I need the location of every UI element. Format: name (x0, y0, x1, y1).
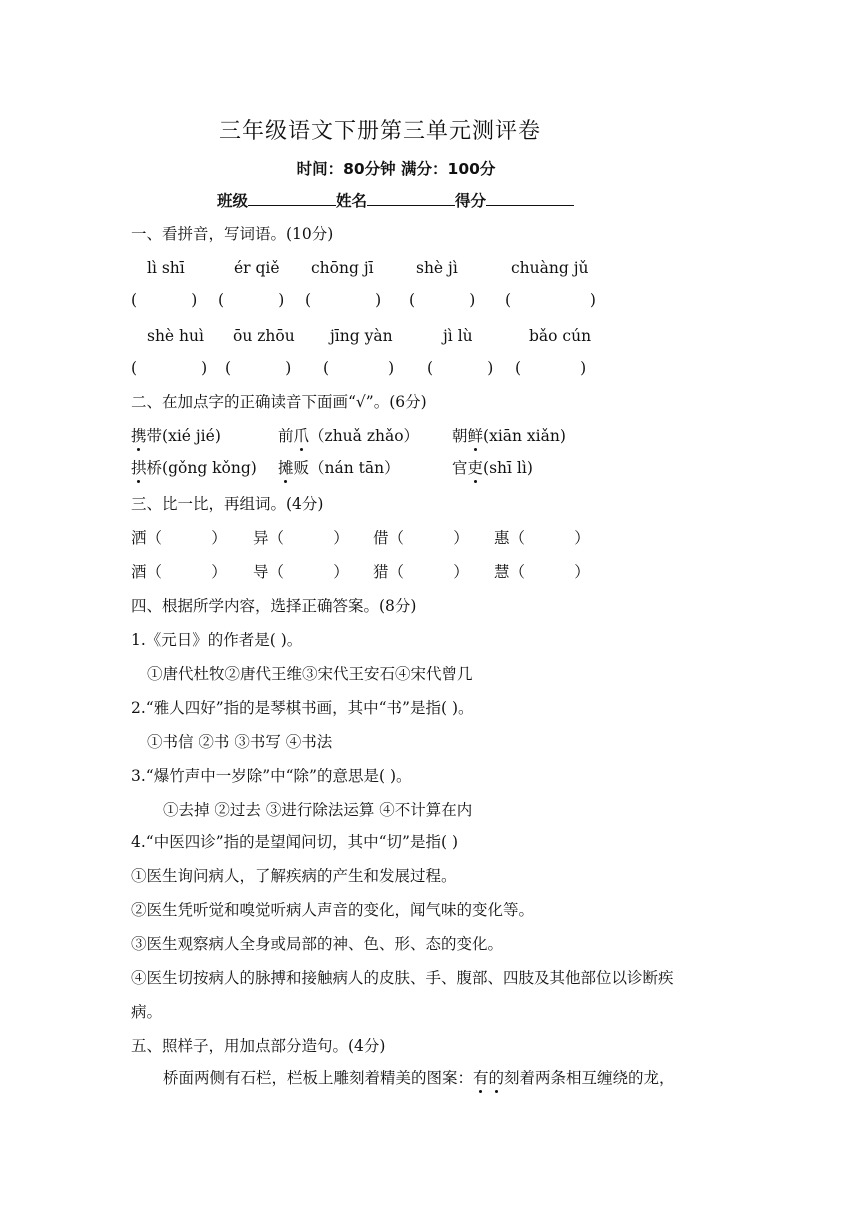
question-4: 4.“中医四诊”指的是望闻问切，其中“切”是指( ) (131, 833, 459, 851)
pinyin-choice[interactable]: (gǒng kǒng) (162, 459, 257, 477)
answer-box[interactable]: （ ） (388, 529, 469, 547)
question-3-options[interactable]: ①去掉 ②过去 ③进行除法运算 ④不计算在内 (163, 801, 473, 819)
question-2-options[interactable]: ①书信 ②书 ③书写 ④书法 (147, 733, 333, 751)
pinyin-item: ér qiě (234, 259, 280, 277)
compare-item: 酒（ ） (131, 563, 227, 581)
dotted-char: 的 (488, 1069, 505, 1087)
reading-item: 携带(xié jié) (131, 427, 221, 445)
example-sentence: 桥面两侧有石栏，栏板上雕刻着精美的图案：有的刻着两条相互缠绕的龙， (163, 1069, 675, 1087)
pinyin-choice[interactable]: (shī lì) (483, 459, 533, 477)
answer-box[interactable]: ( ) (323, 359, 395, 377)
answer-box[interactable]: （ ） (268, 529, 349, 547)
compare-item: 猎（ ） (373, 563, 469, 581)
dotted-char: 携 (131, 427, 147, 445)
answer-box[interactable]: ( ) (427, 359, 494, 377)
dotted-char: 鲜 (467, 427, 484, 445)
compare-item: 慧（ ） (494, 563, 590, 581)
section4-heading: 四、根据所学内容，选择正确答案。(8分) (131, 597, 417, 615)
reading-item: 摊贩（nán tān） (278, 459, 400, 477)
answer-box[interactable]: （ ） (146, 529, 227, 547)
answer-box[interactable]: ( ) (409, 291, 476, 309)
class-label: 班级 (217, 192, 249, 210)
student-info-line (217, 189, 574, 211)
compare-item: 异（ ） (253, 529, 349, 547)
reading-item: 朝鲜(xiān xiǎn) (452, 427, 566, 445)
pinyin-item: ōu zhōu (233, 327, 295, 345)
pinyin-item: chuàng jǔ (511, 259, 589, 277)
score-blank[interactable] (486, 189, 574, 206)
answer-box[interactable]: ( ) (131, 291, 198, 309)
compare-item: 导（ ） (253, 563, 349, 581)
pinyin-choice[interactable]: （zhuǎ zhǎo） (309, 427, 420, 445)
question-4-option[interactable]: ①医生询问病人，了解疾病的产生和发展过程。 (131, 867, 457, 885)
answer-box[interactable]: ( ) (225, 359, 292, 377)
dotted-char: 有 (473, 1069, 489, 1087)
dotted-char: 摊 (278, 459, 294, 477)
compare-item: 惠（ ） (494, 529, 590, 547)
pinyin-item: jì lù (443, 327, 473, 345)
reading-item: 前爪（zhuǎ zhǎo） (278, 427, 420, 445)
question-4-option[interactable]: ②医生凭听觉和嗅觉听病人声音的变化，闻气味的变化等。 (131, 901, 535, 919)
pinyin-item: chōng jī (311, 259, 374, 277)
compare-item: 借（ ） (373, 529, 469, 547)
pinyin-choice[interactable]: (xiān xiǎn) (483, 427, 566, 445)
reading-item: 拱桥(gǒng kǒng) (131, 459, 257, 477)
answer-box[interactable]: （ ） (146, 563, 227, 581)
exam-time-info: 时间：80分钟 满分：100分 (296, 160, 496, 178)
pinyin-item: shè huì (147, 327, 204, 345)
question-1-options[interactable]: ①唐代杜牧②唐代王维③宋代王安石④宋代曾几 (147, 665, 473, 683)
name-label: 姓名 (336, 192, 368, 210)
question-3: 3.“爆竹声中一岁除”中“除”的意思是( )。 (131, 767, 412, 785)
answer-box[interactable]: ( ) (505, 291, 596, 309)
reading-item: 官吏(shī lì) (452, 459, 533, 477)
section5-heading: 五、照样子，用加点部分造句。(4分) (131, 1037, 386, 1055)
compare-item: 洒（ ） (131, 529, 227, 547)
answer-box[interactable]: （ ） (509, 563, 590, 581)
answer-box[interactable]: ( ) (218, 291, 285, 309)
question-4-option[interactable]: ③医生观察病人全身或局部的神、色、形、态的变化。 (131, 935, 504, 953)
name-blank[interactable] (367, 189, 455, 206)
pinyin-item: jīng yàn (330, 327, 393, 345)
pinyin-choice[interactable]: (xié jié) (162, 427, 221, 445)
question-2: 2.“雅人四好”指的是琴棋书画，其中“书”是指( )。 (131, 699, 474, 717)
question-4-option-cont: 病。 (131, 1003, 163, 1021)
score-label: 得分 (455, 192, 487, 210)
exam-title: 三年级语文下册第三单元测评卷 (218, 119, 541, 144)
dotted-char: 拱 (131, 459, 147, 477)
class-blank[interactable] (248, 189, 336, 206)
answer-box[interactable]: （ ） (509, 529, 590, 547)
question-1: 1.《元日》的作者是( )。 (131, 631, 303, 649)
section2-heading: 二、在加点字的正确读音下面画“√”。(6分) (131, 393, 427, 411)
answer-box[interactable]: ( ) (515, 359, 587, 377)
pinyin-item: bǎo cún (529, 327, 592, 345)
dotted-char: 吏 (467, 459, 484, 477)
pinyin-item: lì shī (147, 259, 185, 277)
question-4-option[interactable]: ④医生切按病人的脉搏和接触病人的皮肤、手、腹部、四肢及其他部位以诊断疾 (131, 969, 674, 987)
section3-heading: 三、比一比，再组词。(4分) (131, 495, 324, 513)
answer-box[interactable]: ( ) (131, 359, 208, 377)
answer-box[interactable]: ( ) (305, 291, 382, 309)
answer-box[interactable]: （ ） (268, 563, 349, 581)
answer-box[interactable]: （ ） (388, 563, 469, 581)
pinyin-item: shè jì (416, 259, 458, 277)
section1-heading: 一、看拼音，写词语。(10分) (131, 225, 334, 243)
dotted-char: 爪 (293, 427, 310, 445)
pinyin-choice[interactable]: （nán tān） (309, 459, 400, 477)
